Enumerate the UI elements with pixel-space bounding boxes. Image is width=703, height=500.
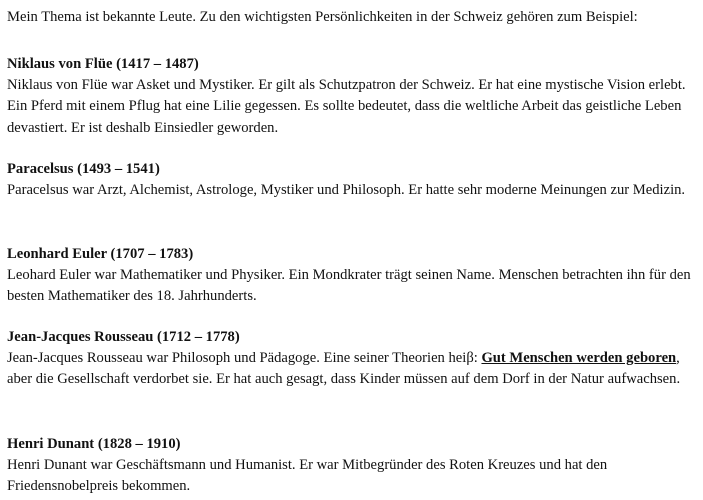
person-section-niklaus-von-flue bbox=[7, 54, 697, 139]
bio-text-after: , aber die Gesellschaft verdorbet sie. Er hat auch gesagt, dass Kinder müssen auf dem Dorf in der Natur aufwachsen. bbox=[7, 350, 681, 388]
document-page bbox=[7, 7, 697, 495]
person-heading: Niklaus von Flüe (1417 – 1487) bbox=[7, 56, 199, 72]
intro-paragraph: Mein Thema ist bekannte Leute. Zu den wichtigsten Persönlichkeiten in der Schweiz gehören zum Beispiel: bbox=[7, 9, 638, 25]
person-bio: Leohard Euler war Mathematiker und Physiker. Ein Mondkrater trägt seinen Name. Menschen betrachten ihn für den besten Mathematiker des 18. Jahrhunderts. bbox=[7, 267, 691, 305]
person-heading: Paracelsus (1493 – 1541) bbox=[7, 161, 160, 177]
person-section-paracelsus bbox=[7, 159, 697, 201]
person-section-jean-jacques-rousseau bbox=[7, 327, 697, 391]
person-section-henri-dunant bbox=[7, 434, 697, 498]
bio-emphasized-quote: Gut Menschen werden geboren bbox=[481, 350, 677, 367]
person-heading: Jean-Jacques Rousseau (1712 – 1778) bbox=[7, 329, 240, 345]
person-bio: Niklaus von Flüe war Asket und Mystiker. Er gilt als Schutzpatron der Schweiz. Er hat eine mystische Vision erlebt. Ein Pferd mit einem Pflug hat eine Lilie gegessen. Es sollte bedeutet, dass die weltliche Arbeit das geistliche Leben devastiert. Er ist deshalb Einsiedler geworden. bbox=[7, 77, 686, 136]
person-bio: Henri Dunant war Geschäftsmann und Humanist. Er war Mitbegründer des Roten Kreuzes und hat den Friedensnobelpreis bekommen. bbox=[7, 457, 608, 495]
person-bio: Paracelsus war Arzt, Alchemist, Astrologe, Mystiker und Philosoph. Er hatte sehr moderne Meinungen zur Medizin. bbox=[7, 182, 686, 199]
person-heading: Leonhard Euler (1707 – 1783) bbox=[7, 246, 194, 262]
bio-text-before: Jean-Jacques Rousseau war Philosoph und Pädagoge. Eine seiner Theorien heiβ: bbox=[7, 350, 482, 367]
person-section-leonhard-euler bbox=[7, 244, 697, 308]
person-heading: Henri Dunant (1828 – 1910) bbox=[7, 436, 181, 452]
person-bio bbox=[7, 348, 697, 390]
